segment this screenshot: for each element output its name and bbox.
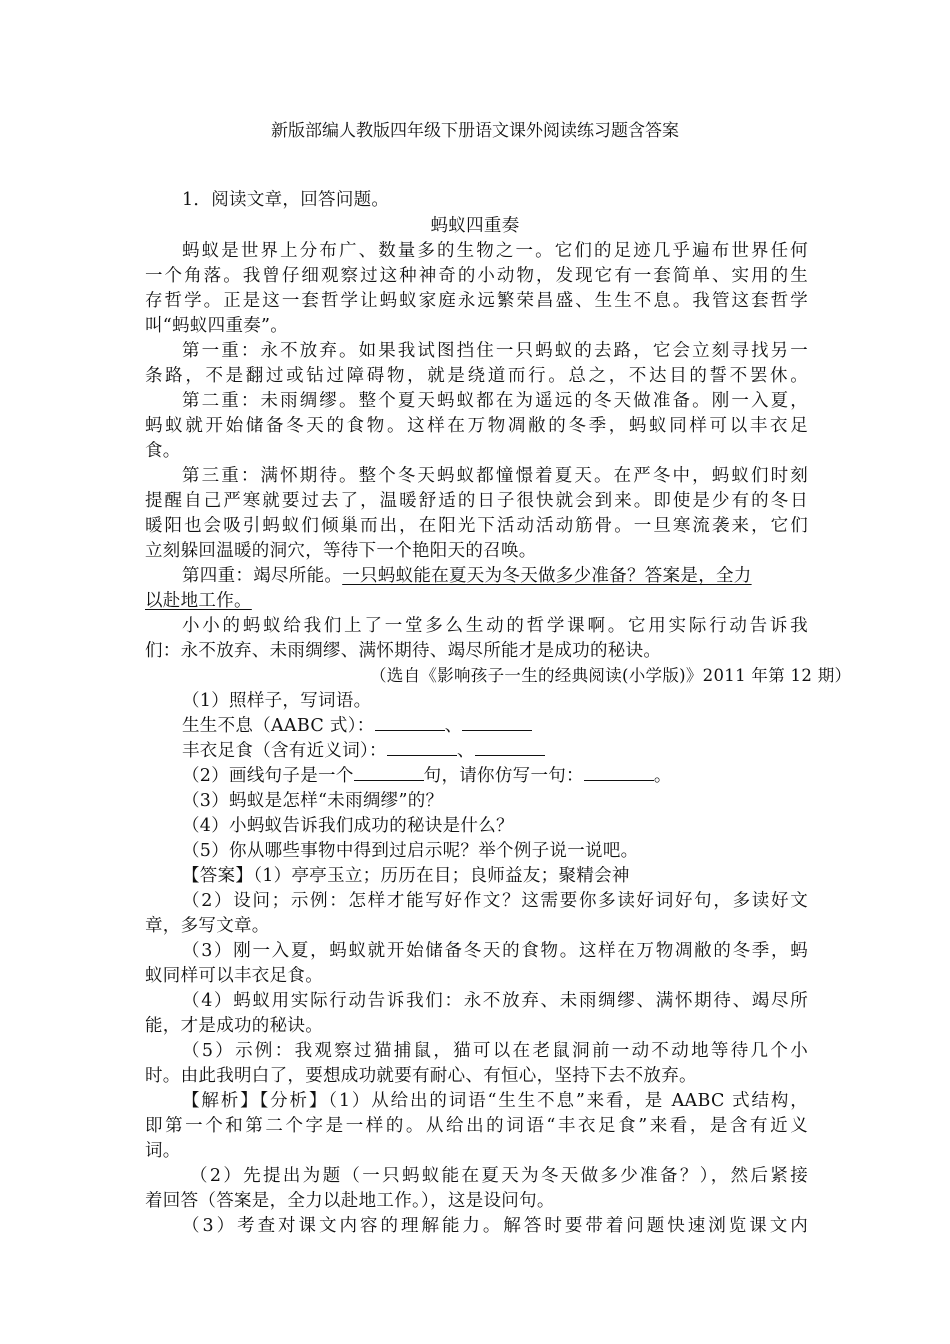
answer-line: 时。由此我明白了，要想成功就要有耐心、有恒心，坚持下去不放弃。 [145, 1066, 697, 1086]
question-item: （1）照样子，写词语。 [182, 691, 372, 711]
paragraph-line: 第二重：未雨绸缪。整个夏天蚂蚁都在为遥远的冬天做准备。刚一入夏， [182, 391, 808, 411]
answer-line: （2）设问；示例：怎样才能写好作文？这需要你多读好词好句，多读好文 [182, 891, 808, 911]
source-citation: （选自《影响孩子一生的经典阅读(小学版)》2011 年第 12 期） [370, 666, 852, 685]
blank-label: 丰衣足食（含有近义词）： [182, 741, 387, 761]
question-text: 句，请你仿写一句： [423, 766, 584, 786]
answer-line: 章，多写文章。 [145, 916, 270, 936]
question-item: （3）蚂蚁是怎样“未雨绸缪”的？ [182, 791, 444, 811]
separator: 、 [444, 716, 463, 736]
question-text: 。 [653, 766, 672, 786]
answer-line: 能，才是成功的秘诀。 [145, 1016, 323, 1036]
underlined-sentence: 一只蚂蚁能在夏天为冬天做多少准备？答案是，全力 [342, 566, 752, 586]
answer-blank[interactable] [354, 764, 424, 781]
answer-line: （3）刚一入夏，蚂蚁就开始储备冬天的食物。这样在万物凋敝的冬季，蚂 [182, 941, 808, 961]
separator: 、 [456, 741, 475, 761]
paragraph-line: 小小的蚂蚁给我们上了一堂多么生动的哲学课啊。它用实际行动告诉我 [182, 616, 808, 636]
paragraph-line [145, 587, 252, 612]
paragraph-line: 提醒自己严寒就要过去了，温暖舒适的日子很快就会到来。即使是少有的冬日 [145, 491, 808, 511]
paragraph-line: 立刻躲回温暖的洞穴，等待下一个艳阳天的召唤。 [145, 541, 537, 561]
analysis-line: （3）考查对课文内容的理解能力。解答时要带着问题快速浏览课文内 [182, 1216, 808, 1236]
paragraph-line [182, 562, 752, 587]
paragraph-line: 条路，不是翻过或钻过障碍物，就是绕道而行。总之，不达目的誓不罢休。 [145, 366, 808, 386]
answer-blank[interactable] [375, 714, 445, 731]
paragraph-line: 食。 [145, 441, 181, 461]
answer-line: （4）蚂蚁用实际行动告诉我们：永不放弃、未雨绸缪、满怀期待、竭尽所 [182, 991, 808, 1011]
paragraph-line: 存哲学。正是这一套哲学让蚂蚁家庭永远繁荣昌盛、生生不息。我管这套哲学 [145, 291, 808, 311]
analysis-line: （2）先提出为题（一只蚂蚁能在夏天为冬天做多少准备？），然后紧接 [190, 1166, 808, 1186]
answer-blank[interactable] [475, 739, 545, 756]
question-heading: 1．阅读文章，回答问题。 [182, 190, 390, 210]
underlined-sentence: 以赴地工作。 [145, 591, 252, 611]
answer-line: （5）示例：我观察过猫捕鼠，猫可以在老鼠洞前一动不动地等待几个小 [182, 1041, 808, 1061]
answer-line: 【答案】（1）亭亭玉立；历历在目；良师益友；聚精会神 [182, 866, 630, 886]
question-text: （2）画线句子是一个 [182, 766, 354, 786]
answer-blank[interactable] [462, 714, 532, 731]
question-item [182, 712, 532, 737]
article-title: 蚂蚁四重奏 [430, 216, 520, 236]
paragraph-line: 蚂蚁是世界上分布广、数量多的生物之一。它们的足迹几乎遍布世界任何 [182, 241, 808, 261]
question-item [182, 762, 672, 787]
analysis-line: 即第一个和第二个字是一样的。从给出的词语“丰衣足食”来看，是含有近义 [145, 1116, 808, 1136]
answer-line: 蚁同样可以丰衣足食。 [145, 966, 323, 986]
paragraph-line: 第一重：永不放弃。如果我试图挡住一只蚂蚁的去路，它会立刻寻找另一 [182, 341, 808, 361]
blank-label: 生生不息（AABC 式）： [182, 716, 375, 736]
analysis-line: 词。 [145, 1141, 181, 1161]
analysis-line: 【解析】【分析】（1）从给出的词语“生生不息”来看，是 AABC 式结构， [182, 1091, 808, 1111]
document-title: 新版部编人教版四年级下册语文课外阅读练习题含答案 [271, 121, 679, 141]
answer-blank[interactable] [387, 739, 457, 756]
question-item: （4）小蚂蚁告诉我们成功的秘诀是什么？ [182, 816, 514, 836]
paragraph-line: 蚂蚁就开始储备冬天的食物。这样在万物凋敝的冬季，蚂蚁同样可以丰衣足 [145, 416, 808, 436]
analysis-line: 着回答（答案是，全力以赴地工作。），这是设问句。 [145, 1191, 555, 1211]
question-item: （5）你从哪些事物中得到过启示呢？举个例子说一说吧。 [182, 841, 639, 861]
paragraph-line: 叫“蚂蚁四重奏”。 [145, 316, 289, 336]
answer-blank[interactable] [584, 764, 654, 781]
paragraph-line: 第三重：满怀期待。整个冬天蚂蚁都憧憬着夏天。在严冬中，蚂蚁们时刻 [182, 466, 808, 486]
paragraph-line: 们：永不放弃、未雨绸缪、满怀期待、竭尽所能才是成功的秘诀。 [145, 641, 662, 661]
paragraph-text: 第四重：竭尽所能。 [182, 566, 343, 586]
question-item [182, 737, 545, 762]
paragraph-line: 暖阳也会吸引蚂蚁们倾巢而出，在阳光下活动活动筋骨。一旦寒流袭来，它们 [145, 516, 808, 536]
paragraph-line: 一个角落。我曾仔细观察过这种神奇的小动物，发现它有一套简单、实用的生 [145, 266, 808, 286]
